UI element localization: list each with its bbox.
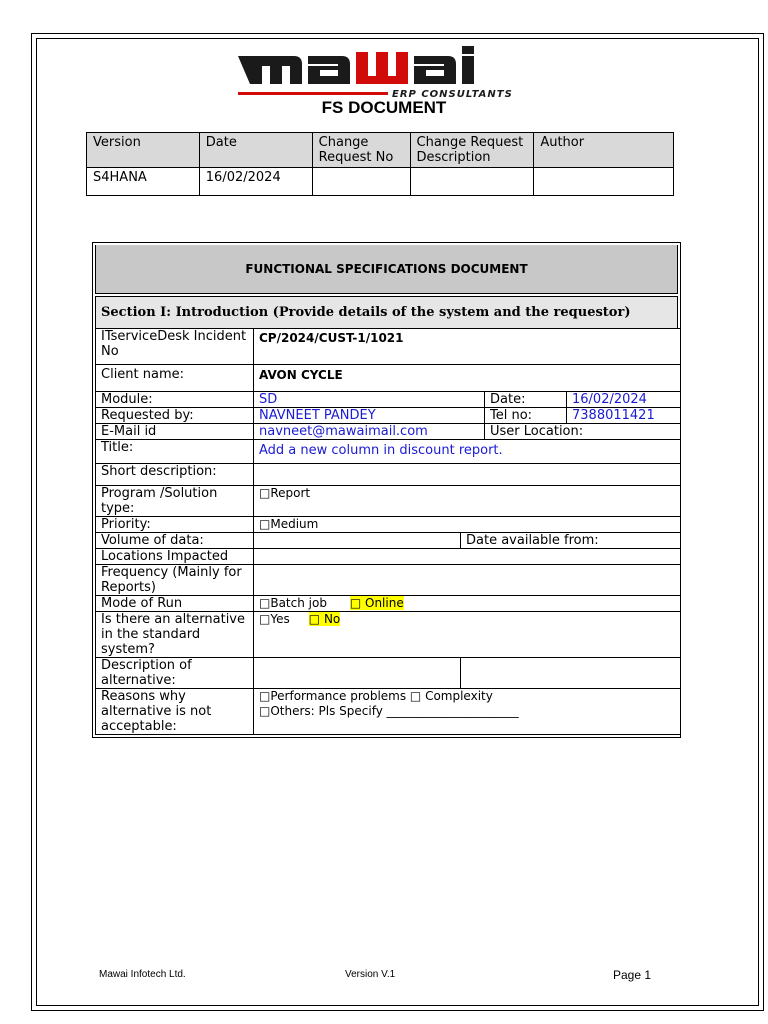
row-client — [96, 365, 681, 392]
locations-value — [254, 549, 681, 565]
row-incident — [96, 329, 681, 365]
cell-version: S4HANA — [87, 168, 200, 196]
alternative-label: Is there an alternative in the standard system? — [96, 612, 254, 658]
description-alternative-extra — [461, 658, 681, 689]
header-change-request-description: Change Request Description — [410, 133, 534, 168]
alternative-no-option[interactable]: □ No — [308, 612, 341, 626]
module-label: Module: — [96, 392, 254, 408]
version-table-header — [87, 133, 674, 168]
mode-of-run-options — [254, 596, 681, 612]
user-location-label: User Location: — [485, 424, 681, 440]
reasons-line-2[interactable]: □Others: Pls Specify ______________________ — [259, 704, 519, 718]
alternative-yes-option[interactable]: □Yes — [259, 612, 290, 626]
requested-by-label: Requested by: — [96, 408, 254, 424]
row-frequency — [96, 565, 681, 596]
tel-label: Tel no: — [485, 408, 567, 424]
email-label: E-Mail id — [96, 424, 254, 440]
module-value: SD — [254, 392, 485, 408]
document-title: FS DOCUMENT — [321, 98, 447, 117]
header-version: Version — [87, 133, 200, 168]
online-option[interactable]: □ Online — [349, 596, 404, 610]
frequency-label: Frequency (Mainly for Reports) — [96, 565, 254, 596]
reasons-label: Reasons why alternative is not acceptable: — [96, 689, 254, 735]
title-label: Title: — [96, 440, 254, 464]
reasons-line-1[interactable]: □Performance problems □ Complexity — [259, 689, 493, 703]
tel-value: 7388011421 — [567, 408, 681, 424]
program-type-label: Program /Solution type: — [96, 486, 254, 517]
alternative-options — [254, 612, 681, 658]
company-logo — [236, 44, 532, 100]
email-value: navneet@mawaimail.com — [254, 424, 485, 440]
cell-date: 16/02/2024 — [199, 168, 312, 196]
row-email — [96, 424, 681, 440]
description-alternative-label: Description of alternative: — [96, 658, 254, 689]
cell-author — [534, 168, 674, 196]
footer-company: Mawai Infotech Ltd. — [99, 969, 186, 980]
row-module — [96, 392, 681, 408]
row-mode-of-run — [96, 596, 681, 612]
date-available-label: Date available from: — [461, 533, 681, 549]
incident-value: CP/2024/CUST-1/1021 — [254, 329, 681, 365]
table-row — [87, 168, 674, 196]
title-value: Add a new column in discount report. — [254, 440, 681, 464]
short-description-value — [254, 464, 681, 486]
functional-spec-table — [92, 242, 681, 738]
footer-version: Version V.1 — [345, 969, 396, 980]
client-value: AVON CYCLE — [254, 365, 681, 392]
spec-fields — [95, 328, 681, 735]
reasons-options — [254, 689, 681, 735]
description-alternative-value — [254, 658, 461, 689]
row-requested-by — [96, 408, 681, 424]
row-short-description — [96, 464, 681, 486]
date-label: Date: — [485, 392, 567, 408]
header-date: Date — [199, 133, 312, 168]
cell-change-request-description — [410, 168, 534, 196]
date-value: 16/02/2024 — [567, 392, 681, 408]
row-program-type — [96, 486, 681, 517]
frequency-value — [254, 565, 681, 596]
header-change-request-no: Change Request No — [312, 133, 410, 168]
footer-page-number: Page 1 — [613, 968, 652, 982]
locations-label: Locations Impacted — [96, 549, 254, 565]
program-type-value: □Report — [254, 486, 681, 517]
mode-of-run-label: Mode of Run — [96, 596, 254, 612]
row-locations — [96, 549, 681, 565]
row-priority — [96, 517, 681, 533]
row-alternative — [96, 612, 681, 658]
header-author: Author — [534, 133, 674, 168]
spec-header: FUNCTIONAL SPECIFICATIONS DOCUMENT — [95, 245, 678, 294]
row-title — [96, 440, 681, 464]
incident-label: ITserviceDesk Incident No — [96, 329, 254, 365]
row-volume — [96, 533, 681, 549]
requested-by-value: NAVNEET PANDEY — [254, 408, 485, 424]
priority-label: Priority: — [96, 517, 254, 533]
row-reasons — [96, 689, 681, 735]
svg-text:ERP CONSULTANTS: ERP CONSULTANTS — [392, 89, 513, 100]
row-description-alternative — [96, 658, 681, 689]
batch-job-option[interactable]: □Batch job — [259, 596, 327, 610]
volume-label: Volume of data: — [96, 533, 254, 549]
version-table — [86, 132, 674, 196]
volume-value — [254, 533, 461, 549]
client-label: Client name: — [96, 365, 254, 392]
priority-value: □Medium — [254, 517, 681, 533]
short-description-label: Short description: — [96, 464, 254, 486]
section-introduction-title: Section I: Introduction (Provide details of the system and the requestor) — [95, 296, 678, 328]
cell-change-request-no — [312, 168, 410, 196]
